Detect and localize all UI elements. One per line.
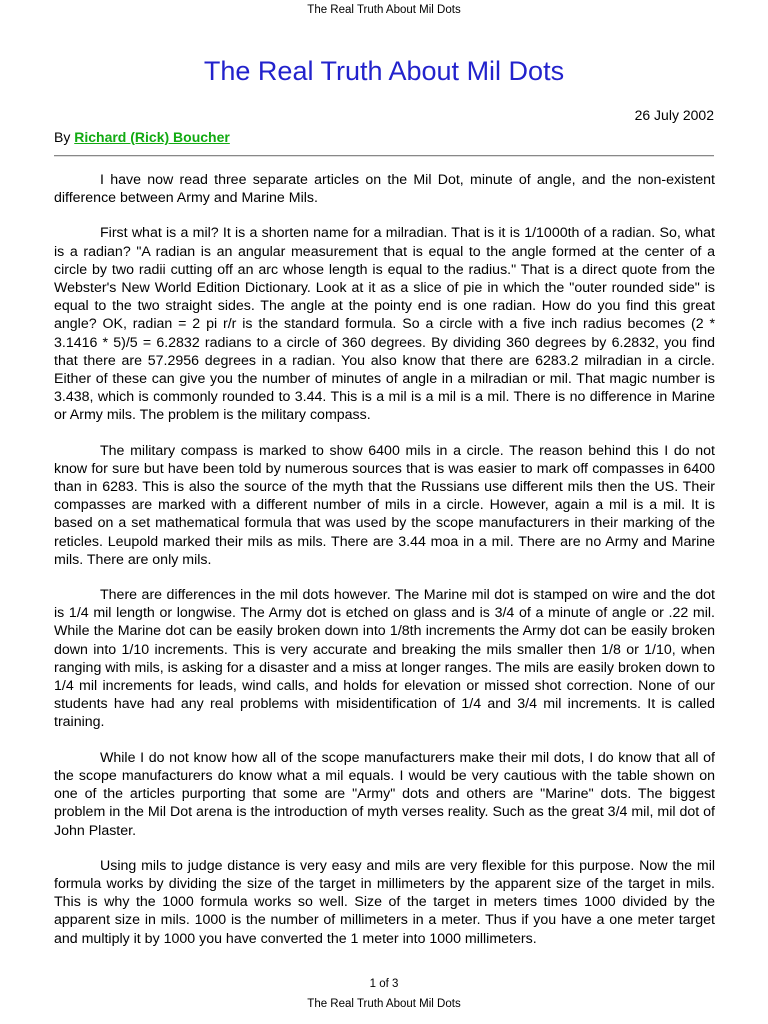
page-title: The Real Truth About Mil Dots: [203, 56, 565, 86]
paragraph: First what is a mil? It is a shorten name for a milradian. That is it is 1/1000th of a radian. So, what is a radian? "A radian is an angular measurement that is equal to the angle formed at the center of a circle by two radii cutting off an arc whose length is equal to the radius." That is a direct quote from the Webster's New World Edition Dictionary. Look at it as a slice of pie in which the "outer rounded side" is equal to the two straight sides. The angle at the pointy end is one radian. How do you find this great angle? OK, radian = 2 pi r/r is the standard formula. So a circle with a five inch radius becomes (2 * 3.1416 * 5)/5 = 6.2832 radians to a circle of 360 degrees. By dividing 360 degrees by 6.2832, you find that there are 57.2956 degrees in a radian. You also know that there are 6283.2 milradian in a circle. Either of these can give you the number of minutes of angle in a milradian or mil. That magic number is 3.438, which is commonly rounded to 3.44. This is a mil is a mil is a mil. There is no difference in Marine or Army mils. The problem is the military compass.: [54, 225, 715, 424]
paragraph: There are differences in the mil dots however. The Marine mil dot is stamped on wire and the dot is 1/4 mil length or longwise. The Army dot is etched on glass and is 3/4 of a minute of angle or .22 mil. While the Marine dot can be easily broken down into 1/8th increments the Army dot can be easily broken down into 1/10 increments. This is very accurate and breaking the mils smaller then 1/8 or 1/10, when ranging with mils, is asking for a disaster and a miss at longer ranges. The mils are easily broken down to 1/4 mil increments for leads, wind calls, and holds for elevation or missed shot correction. None of our students have had any real problems with misidentification of 1/4 and 3/4 mil increments. It is called training.: [54, 587, 715, 731]
page-number: 1 of 3: [369, 978, 399, 990]
byline-prefix: By: [54, 129, 75, 145]
paragraph: I have now read three separate articles on the Mil Dot, minute of angle, and the non-existent difference between Army and Marine Mils.: [54, 172, 715, 207]
article-date: 26 July 2002: [634, 107, 714, 123]
article-body: [54, 171, 715, 965]
paragraph: The military compass is marked to show 6400 mils in a circle. The reason behind this I do not know for sure but have been told by numerous sources that is was easier to mark off compasses in 6400 than in 6283. This is also the source of the myth that the Russians use different mils then the US. Their compasses are marked with a different number of mils in a circle. However, again a mil is a mil. It is based on a set mathematical formula that was used by the scope manufacturers in their marking of the reticles. Leupold marked their mils as mils. There are 3.44 moa in a mil. There are no Army and Marine mils. There are only mils.: [54, 442, 715, 568]
author-link[interactable]: Richard (Rick) Boucher: [74, 129, 230, 145]
byline: [54, 129, 230, 146]
running-footer: The Real Truth About Mil Dots: [307, 998, 461, 1010]
divider: [54, 155, 714, 157]
paragraph: While I do not know how all of the scope manufacturers make their mil dots, I do know that all of the scope manufacturers do know what a mil equals. I would be very cautious with the table shown on one of the articles purporting that some are "Army" dots and others are "Marine" dots. The biggest problem in the Mil Dot arena is the introduction of myth verses reality. Such as the great 3/4 mil, mil dot of John Plaster.: [54, 749, 715, 839]
running-header: The Real Truth About Mil Dots: [307, 4, 461, 16]
paragraph: Using mils to judge distance is very easy and mils are very flexible for this purpose. Now the mil formula works by dividing the size of the target in millimeters by the apparent size of the target in mils. This is why the 1000 formula works so well. Size of the target in meters times 1000 divided by the apparent size in mils. 1000 is the number of millimeters in a meter. Thus if you have a one meter target and multiply it by 1000 you have converted the 1 meter into 1000 millimeters.: [54, 857, 715, 947]
